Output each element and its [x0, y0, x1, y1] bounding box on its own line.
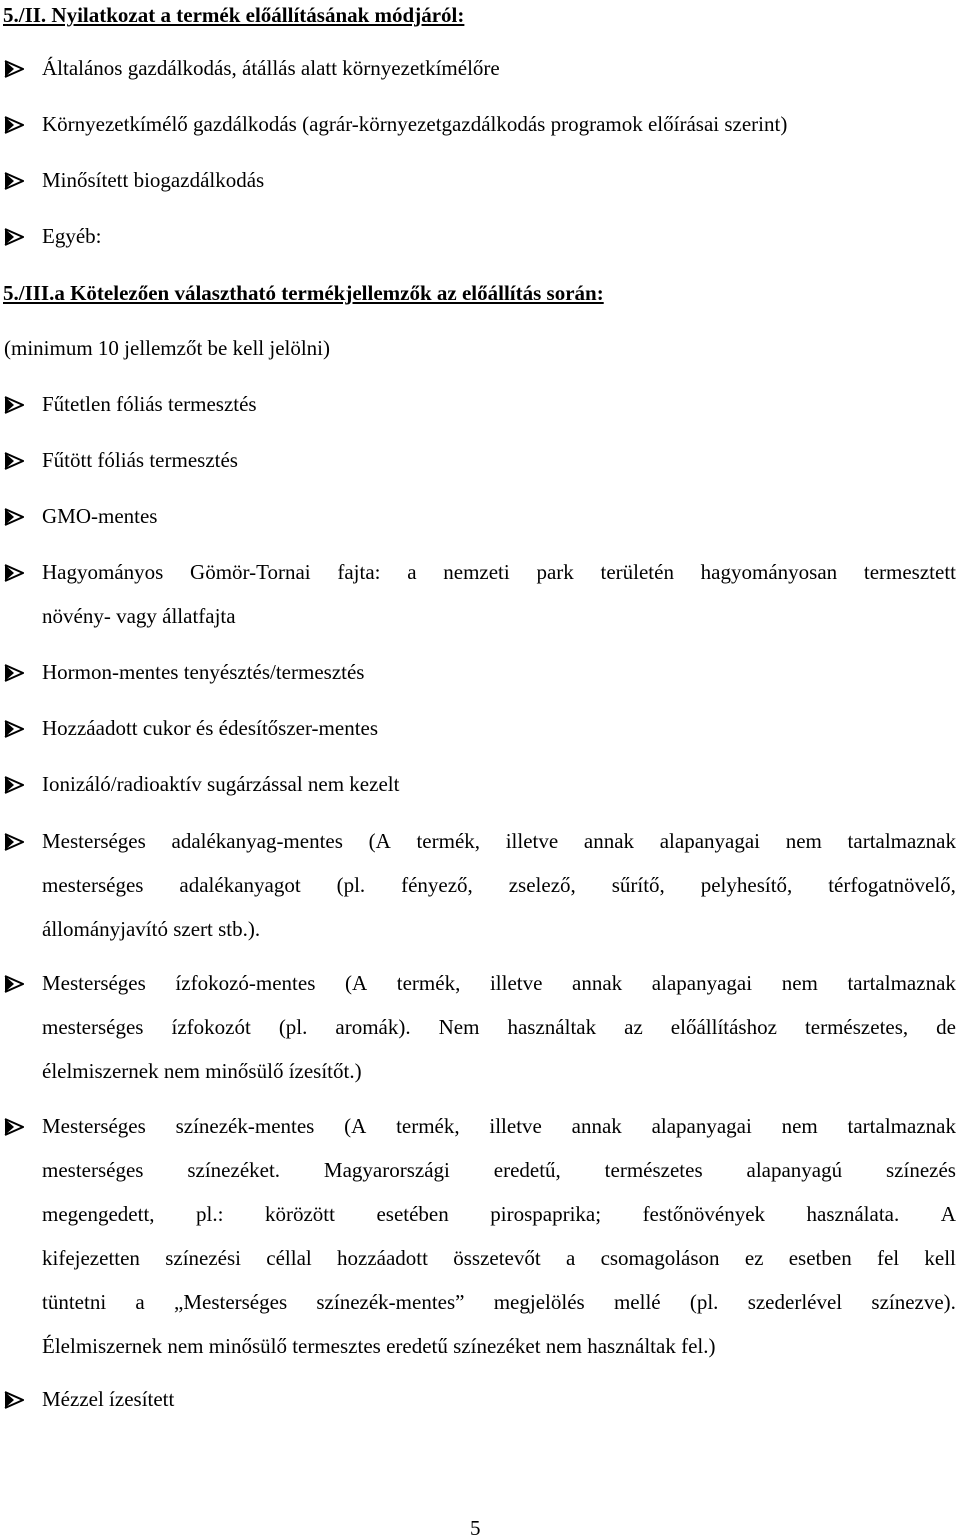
list-item-text: kifejezetten színezési céllal hozzáadott összetevőt a csomagoláson ez esetben fel kell: [42, 1246, 956, 1270]
arrow-bullet-icon: [4, 116, 24, 134]
list-item-text: Mézzel ízesített: [42, 1387, 175, 1411]
list-item-text: Mesterséges színezék-mentes (A termék, illetve annak alapanyagai nem tartalmaznak: [42, 1114, 956, 1138]
page-number: 5: [470, 1516, 481, 1540]
list-item-text: megengedett, pl.: körözött esetében pirospaprika; festőnövények használata. A: [42, 1202, 956, 1226]
list-item-text: Fűtetlen fóliás termesztés: [42, 392, 257, 416]
list-item-text: mesterséges ízfokozót (pl. aromák). Nem használtak az előállításhoz természetes, de: [42, 1015, 956, 1039]
arrow-bullet-icon: [4, 833, 24, 851]
arrow-bullet-icon: [4, 508, 24, 526]
section-2-heading: 5./II. Nyilatkozat a termék előállításának módjáról:: [3, 3, 465, 27]
list-item-text: élelmiszernek nem minősülő ízesítőt.): [42, 1059, 362, 1083]
arrow-bullet-icon: [4, 776, 24, 794]
list-item-text: mesterséges színezéket. Magyarországi eredetű, természetes alapanyagú színezés: [42, 1158, 956, 1182]
arrow-bullet-icon: [4, 720, 24, 738]
list-item-text: Egyéb:: [42, 224, 102, 248]
arrow-bullet-icon: [4, 228, 24, 246]
list-item-text: Mesterséges adalékanyag-mentes (A termék, illetve annak alapanyagai nem tartalmaznak: [42, 829, 956, 853]
list-item-text: Élelmiszernek nem minősülő termesztes eredetű színezéket nem használtak fel.): [42, 1334, 716, 1358]
arrow-bullet-icon: [4, 452, 24, 470]
list-item-text: Ionizáló/radioaktív sugárzással nem kezelt: [42, 772, 400, 796]
arrow-bullet-icon: [4, 172, 24, 190]
arrow-bullet-icon: [4, 564, 24, 582]
list-item-text: mesterséges adalékanyagot (pl. fényező, zselező, sűrítő, pelyhesítő, térfogatnövelő,: [42, 873, 956, 897]
arrow-bullet-icon: [4, 975, 24, 993]
list-item-text: GMO-mentes: [42, 504, 158, 528]
arrow-bullet-icon: [4, 664, 24, 682]
list-item-text: Általános gazdálkodás, átállás alatt környezetkímélőre: [42, 56, 500, 80]
list-item-text: Fűtött fóliás termesztés: [42, 448, 238, 472]
arrow-bullet-icon: [4, 60, 24, 78]
section-3-heading: 5./III.a Kötelezően választható termékjellemzők az előállítás során:: [3, 281, 604, 305]
arrow-bullet-icon: [4, 1391, 24, 1409]
list-item-text: Mesterséges ízfokozó-mentes (A termék, illetve annak alapanyagai nem tartalmaznak: [42, 971, 956, 995]
list-item-text: tüntetni a „Mesterséges színezék-mentes” megjelölés mellé (pl. szederlével színezve).: [42, 1290, 956, 1314]
list-item-text: állományjavító szert stb.).: [42, 917, 261, 941]
list-item-text: Hormon-mentes tenyésztés/termesztés: [42, 660, 365, 684]
arrow-bullet-icon: [4, 1118, 24, 1136]
list-item-text: Környezetkímélő gazdálkodás (agrár-környezetgazdálkodás programok előírásai szerint): [42, 112, 788, 136]
list-item-text: Hozzáadott cukor és édesítőszer-mentes: [42, 716, 379, 740]
list-item-text: Hagyományos Gömör-Tornai fajta: a nemzeti park területén hagyományosan termesztett: [42, 560, 956, 584]
list-item-text: növény- vagy állatfajta: [42, 604, 236, 628]
arrow-bullet-icon: [4, 396, 24, 414]
list-item-text: Minősített biogazdálkodás: [42, 168, 265, 192]
section-3-note: (minimum 10 jellemzőt be kell jelölni): [4, 336, 331, 360]
